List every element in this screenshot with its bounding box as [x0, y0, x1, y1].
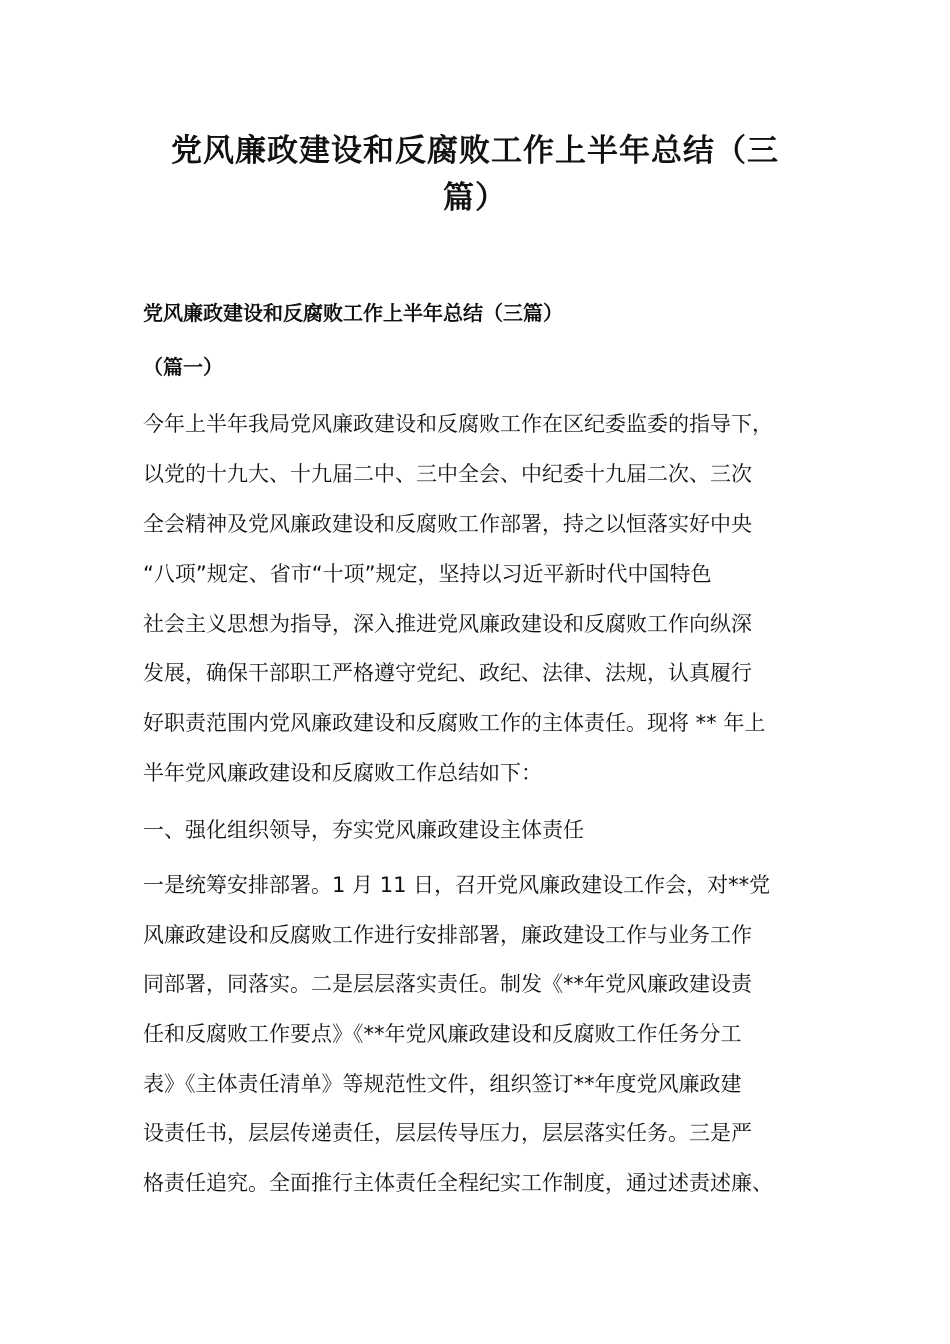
intro-line-6: 发展，确保干部职工严格遵守党纪、政纪、法律、法规，认真履行	[143, 661, 752, 685]
intro-line-5: 社会主义思想为指导，深入推进党风廉政建设和反腐败工作向纵深	[143, 612, 752, 636]
intro-line-8: 半年党风廉政建设和反腐败工作总结如下：	[143, 761, 542, 785]
document-title	[140, 128, 810, 222]
section-line-6: 设责任书，层层传递责任，层层传导压力，层层落实任务。三是严	[143, 1121, 752, 1145]
section-line-2: 风廉政建设和反腐败工作进行安排部署，廉政建设工作与业务工作	[143, 923, 752, 947]
section-line-4: 任和反腐败工作要点》《**年党风廉政建设和反腐败工作任务分工	[143, 1022, 742, 1046]
section-line-1: 一是统筹安排部署。1 月 11 日，召开党风廉政建设工作会，对**党	[143, 873, 771, 897]
intro-line-1: 今年上半年我局党风廉政建设和反腐败工作在区纪委监委的指导下，	[143, 412, 773, 436]
document-subtitle: 党风廉政建设和反腐败工作上半年总结（三篇）	[143, 301, 563, 325]
intro-line-2: 以党的十九大、十九届二中、三中全会、中纪委十九届二次、三次	[143, 462, 752, 486]
part-label: （篇一）	[143, 355, 223, 379]
section-line-5: 表》《主体责任清单》等规范性文件，组织签订**年度党风廉政建	[143, 1072, 742, 1096]
intro-line-7: 好职责范围内党风廉政建设和反腐败工作的主体责任。现将 ** 年上	[143, 711, 766, 735]
section-line-3: 同部署，同落实。二是层层落实责任。制发《**年党风廉政建设责	[143, 972, 752, 996]
section-heading: 一、强化组织领导，夯实党风廉政建设主体责任	[143, 818, 584, 842]
intro-line-3: 全会精神及党风廉政建设和反腐败工作部署，持之以恒落实好中央	[143, 512, 752, 536]
section-line-7: 格责任追究。全面推行主体责任全程纪实工作制度，通过述责述廉、	[143, 1171, 773, 1195]
intro-line-4: “八项”规定、省市“十项”规定，坚持以习近平新时代中国特色	[143, 562, 712, 586]
title-line-2: 篇）	[443, 180, 507, 216]
title-line-1: 党风廉政建设和反腐败工作上半年总结（三	[171, 133, 779, 169]
